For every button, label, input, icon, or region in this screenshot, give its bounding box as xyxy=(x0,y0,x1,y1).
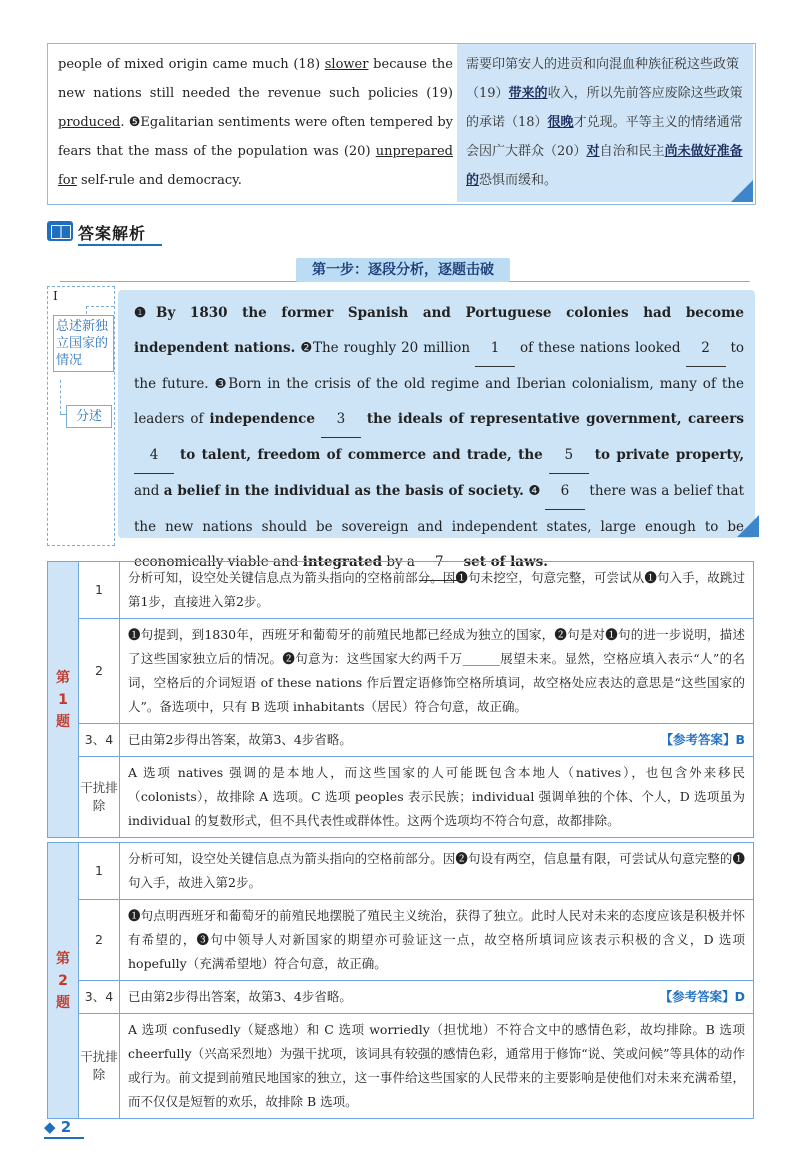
blank-4[interactable]: 4 xyxy=(134,438,174,474)
question-1-analysis-table xyxy=(47,561,754,838)
step-number: 2 xyxy=(79,900,120,981)
distractor-explanation: A 选项 natives 强调的是本地人，而这些国家的人可能既包含本地人（natives），也包含外来移民（colonists），故排除 A 选项。C 选项 peoples 表示民族；individual 强调单独的个体、个人，D 选项虽为 individual 的复数形式，但不具代表性或群体性。这两个选项均不符合句意，故都排除。 xyxy=(120,757,754,838)
step-explanation: 分析可知，设空处关键信息点为箭头指向的空格前部分。因❶句未挖空，句意完整，可尝试从❶句入手，故跳过第1步，直接进入第2步。 xyxy=(120,562,754,619)
previous-passage-english: people of mixed origin came much (18) slower because the new nations still needed the revenue such policies (19) produced. ❺Egalitarian sentiments were often tempered by fears that the mass of the population was (20) unprepared for self-rule and democracy. xyxy=(58,57,453,188)
step-number: 1 xyxy=(79,562,120,619)
step-explanation: 【参考答案】B 已由第2步得出答案，故第3、4步省略。 xyxy=(120,724,754,757)
open-book-pages xyxy=(51,225,71,239)
distractor-explanation: A 选项 confusedly（疑惑地）和 C 选项 worriedly（担忧地）不符合文中的感情色彩，故均排除。B 选项 cheerfully（兴高采烈地）为强干扰项，该词具有较强的感情色彩，通常用于修饰“说、笑或问候”等具体的动作或行为。前文提到前殖民地国家的独立，这一事件给这些国家的人民带来的主要影响是使他们对未来充满希望，而不仅仅是短暂的欢乐，故排除 B 选项。 xyxy=(120,1014,754,1119)
structure-label-detail: 分述 xyxy=(66,405,112,428)
step-number: 3、4 xyxy=(79,724,120,757)
step-banner: 第一步：逐段分析，逐题击破 xyxy=(296,258,510,282)
distractor-elimination-label: 干扰排除 xyxy=(79,757,120,838)
blank-7[interactable]: 7 xyxy=(419,545,459,581)
question-2-analysis-table xyxy=(47,842,754,1119)
blank-5[interactable]: 5 xyxy=(549,438,589,474)
section-title-underline xyxy=(78,244,162,246)
reference-answer: 【参考答案】B xyxy=(660,732,745,747)
blank-3[interactable]: 3 xyxy=(321,402,361,438)
previous-passage-translation: 需要印第安人的进贡和向混血种族征税这些政策（19）带来的收入，所以先前答应废除这些政策的承诺（18）很晚才兑现。平等主义的情绪通常会因广大群众（20）对自治和民主尚未做好准备的恐惧而缓和。 xyxy=(466,57,743,188)
step-explanation: ❶句提到，到1830年，西班牙和葡萄牙的前殖民地都已经成为独立的国家，❷句是对❶句的进一步说明，描述了这些国家独立后的情况。❷句意为：这些国家大约两千万______展望未来。显然，空格应填入表示“人”的名词，空格后的介词短语 of these nations 作后置定语修饰空格所填词，故空格处应表达的意思是“这些国家的人”。备选项中，只有 B 选项 inhabitants（居民）符合句意，故正确。 xyxy=(120,619,754,724)
step-explanation: 分析可知，设空处关键信息点为箭头指向的空格前部分。因❷句设有两空，信息量有限，可尝试从句意完整的❶句入手，故进入第2步。 xyxy=(120,843,754,900)
blank-2[interactable]: 2 xyxy=(686,331,726,367)
page-number: ◆ 2 xyxy=(44,1118,72,1136)
reference-answer: 【参考答案】D xyxy=(659,989,745,1004)
passage-text: ❶By 1830 the former Spanish and Portuguese colonies had become independent nations. ❷The roughly 20 million 1 of these nations looked 2 to the future. ❸Born in the crisis of the old regime and Iberian colonialism, many of the leaders of independence 3 the ideals of representative government, careers 4 to talent, freedom of commerce and trade, the 5 to private property, and a belief in the individual as the basis of society. ❹ 6 there was a belief that the new nations should be sovereign and independent states, large enough to be economically viable and integrated by a 7 set of laws. xyxy=(134,296,744,581)
step-number: 3、4 xyxy=(79,981,120,1014)
step-explanation: 【参考答案】D 已由第2步得出答案，故第3、4步省略。 xyxy=(120,981,754,1014)
question-1-label: 第 1 题 xyxy=(48,562,79,838)
section-title: 答案解析 xyxy=(78,224,147,243)
page-number-underline xyxy=(44,1137,84,1139)
blank-6[interactable]: 6 xyxy=(545,474,585,510)
corner-decoration xyxy=(731,180,753,202)
structure-connector xyxy=(86,306,114,308)
distractor-elimination-label: 干扰排除 xyxy=(79,1014,120,1119)
structure-label-summary: 总述新独立国家的情况 xyxy=(53,315,114,372)
structure-connector xyxy=(86,306,88,314)
blank-1[interactable]: 1 xyxy=(475,331,515,367)
step-number: 1 xyxy=(79,843,120,900)
question-2-label: 第 2 题 xyxy=(48,843,79,1119)
step-explanation: ❶句点明西班牙和葡萄牙的前殖民地摆脱了殖民主义统治，获得了独立。此时人民对未来的态度应该是积极并怀有希望的，❸句中领导人对新国家的期望亦可验证这一点，故空格所填词应该表示积极的含义，D 选项 hopefully（充满希望地）符合句意，故正确。 xyxy=(120,900,754,981)
paragraph-number: I xyxy=(53,289,58,303)
step-number: 2 xyxy=(79,619,120,724)
structure-connector xyxy=(60,380,62,414)
